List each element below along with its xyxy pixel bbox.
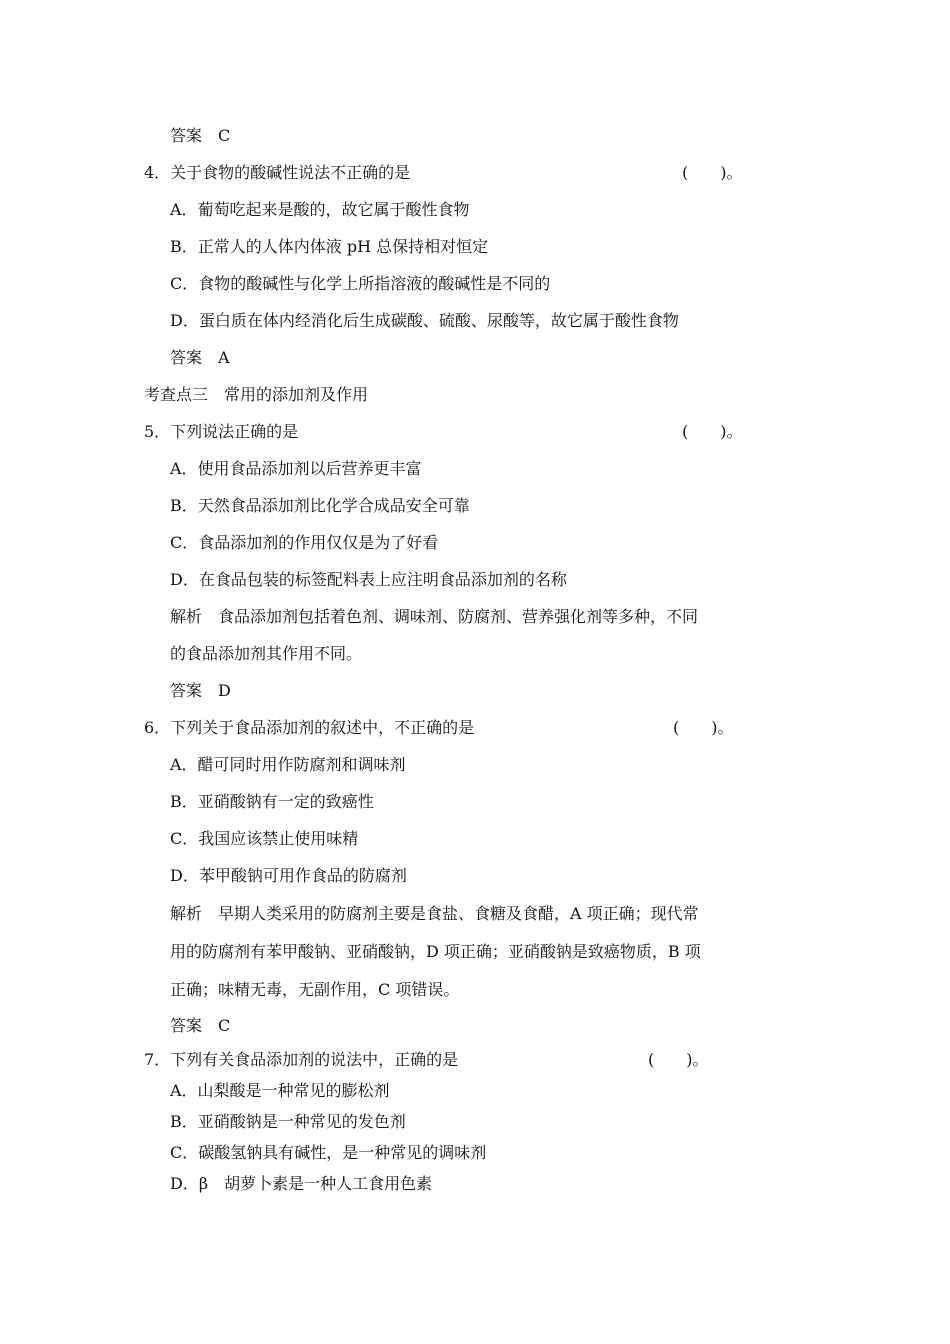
question-4-answer-blank: ( )。 xyxy=(682,163,743,182)
question-5-analysis-line-1: 解析 食品添加剂包括着色剂、调味剂、防腐剂、营养强化剂等多种，不同 xyxy=(170,607,699,626)
answer-4: 答案 A xyxy=(170,348,230,367)
question-6-option-c: C．我国应该禁止使用味精 xyxy=(170,829,359,848)
question-7-answer-blank: ( )。 xyxy=(648,1050,709,1069)
question-6-option-a: A．醋可同时用作防腐剂和调味剂 xyxy=(170,755,406,774)
answer-3: 答案 C xyxy=(170,126,231,145)
question-5-analysis-line-2: 的食品添加剂其作用不同。 xyxy=(170,644,363,663)
question-6-option-d: D．苯甲酸钠可用作食品的防腐剂 xyxy=(170,866,407,885)
question-4-stem: 4．关于食物的酸碱性说法不正确的是 xyxy=(144,163,411,182)
question-5-option-c: C．食品添加剂的作用仅仅是为了好看 xyxy=(170,533,439,552)
question-6-analysis-line-1: 解析 早期人类采用的防腐剂主要是食盐、食糖及食醋，A 项正确；现代常 xyxy=(170,904,699,923)
question-7-option-b: B．亚硝酸钠是一种常见的发色剂 xyxy=(170,1112,406,1131)
question-6-analysis-line-3: 正确；味精无毒，无副作用，C 项错误。 xyxy=(170,980,460,999)
question-7-option-d: D．β 胡萝卜素是一种人工食用色素 xyxy=(170,1174,433,1193)
question-5-stem: 5．下列说法正确的是 xyxy=(144,422,299,441)
question-6-stem: 6．下列关于食品添加剂的叙述中，不正确的是 xyxy=(144,718,475,737)
question-5-option-a: A．使用食品添加剂以后营养更丰富 xyxy=(170,459,422,478)
question-6-option-b: B．亚硝酸钠有一定的致癌性 xyxy=(170,792,374,811)
question-5-option-d: D．在食品包装的标签配料表上应注明食品添加剂的名称 xyxy=(170,570,567,589)
question-5-answer-blank: ( )。 xyxy=(682,422,743,441)
question-4-option-c: C．食物的酸碱性与化学上所指溶液的酸碱性是不同的 xyxy=(170,274,551,293)
question-7-option-c: C．碳酸氢钠具有碱性，是一种常见的调味剂 xyxy=(170,1143,487,1162)
answer-5: 答案 D xyxy=(170,681,231,700)
question-4-option-b: B．正常人的人体内体液 pH 总保持相对恒定 xyxy=(170,237,489,256)
section-heading: 考查点三 常用的添加剂及作用 xyxy=(144,385,369,404)
question-4-option-d: D．蛋白质在体内经消化后生成碳酸、硫酸、尿酸等，故它属于酸性食物 xyxy=(170,311,679,330)
question-7-option-a: A．山梨酸是一种常见的膨松剂 xyxy=(170,1081,390,1100)
answer-6: 答案 C xyxy=(170,1016,231,1035)
question-6-answer-blank: ( )。 xyxy=(673,718,734,737)
question-5-option-b: B．天然食品添加剂比化学合成品安全可靠 xyxy=(170,496,470,515)
question-4-option-a: A．葡萄吃起来是酸的，故它属于酸性食物 xyxy=(170,200,470,219)
question-6-analysis-line-2: 用的防腐剂有苯甲酸钠、亚硝酸钠，D 项正确；亚硝酸钠是致癌物质，B 项 xyxy=(170,942,701,961)
question-7-stem: 7．下列有关食品添加剂的说法中，正确的是 xyxy=(144,1050,459,1069)
